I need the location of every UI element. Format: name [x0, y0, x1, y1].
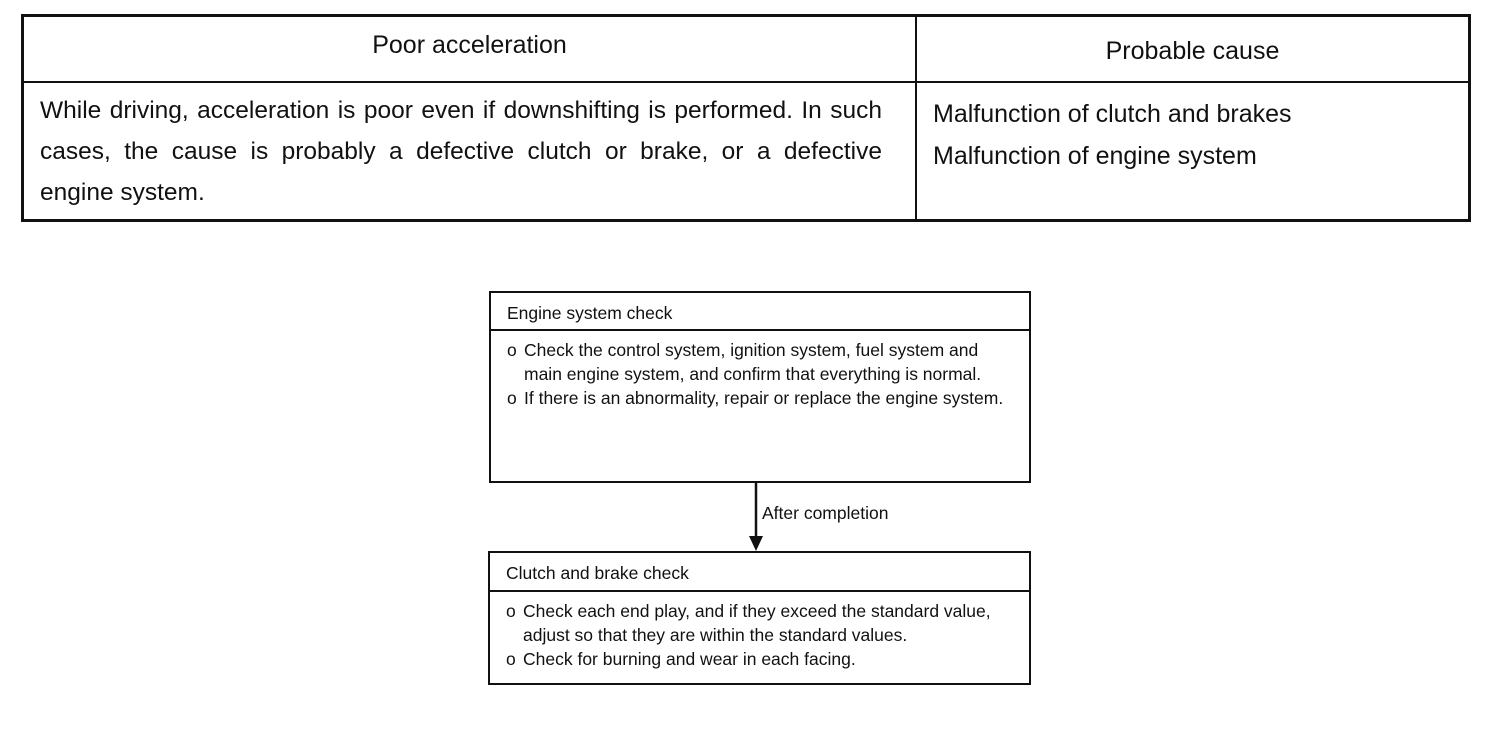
- list-item: [506, 647, 1019, 671]
- probable-cause-list: [933, 93, 1292, 177]
- bullet-marker: o: [507, 388, 517, 408]
- engine-system-check-title: Engine system check: [491, 293, 1029, 331]
- step-text: Check the control system, ignition system, fuel system and main engine system, and confirm that everything is normal.: [524, 340, 982, 384]
- symptom-header: Poor acceleration: [372, 31, 567, 59]
- list-item: [507, 338, 1019, 386]
- bullet-marker: o: [506, 649, 516, 669]
- header-row-divider: [24, 81, 1468, 83]
- probable-cause-item: Malfunction of clutch and brakes: [933, 100, 1292, 128]
- step-text: Check each end play, and if they exceed the standard value, adjust so that they are within the standard values.: [523, 601, 991, 645]
- symptom-table: [21, 14, 1471, 222]
- bullet-marker: o: [506, 601, 516, 621]
- engine-system-check-steps: [491, 331, 1029, 410]
- list-item: [507, 386, 1019, 410]
- clutch-brake-check-steps: [490, 592, 1029, 671]
- engine-system-check-box: [489, 291, 1031, 483]
- probable-cause-item: Malfunction of engine system: [933, 142, 1257, 170]
- bullet-marker: o: [507, 340, 517, 360]
- step-text: Check for burning and wear in each facing.: [523, 649, 856, 669]
- clutch-brake-check-title: Clutch and brake check: [490, 553, 1029, 592]
- symptom-description: While driving, acceleration is poor even if downshifting is performed. In such cases, the cause is probably a defective clutch or brake, or a defective engine system.: [40, 97, 882, 206]
- step-text: If there is an abnormality, repair or replace the engine system.: [524, 388, 1004, 408]
- clutch-brake-check-box: [488, 551, 1031, 685]
- probable-cause-header: Probable cause: [1105, 37, 1280, 65]
- list-item: [506, 599, 1019, 647]
- connector-label: After completion: [762, 503, 889, 523]
